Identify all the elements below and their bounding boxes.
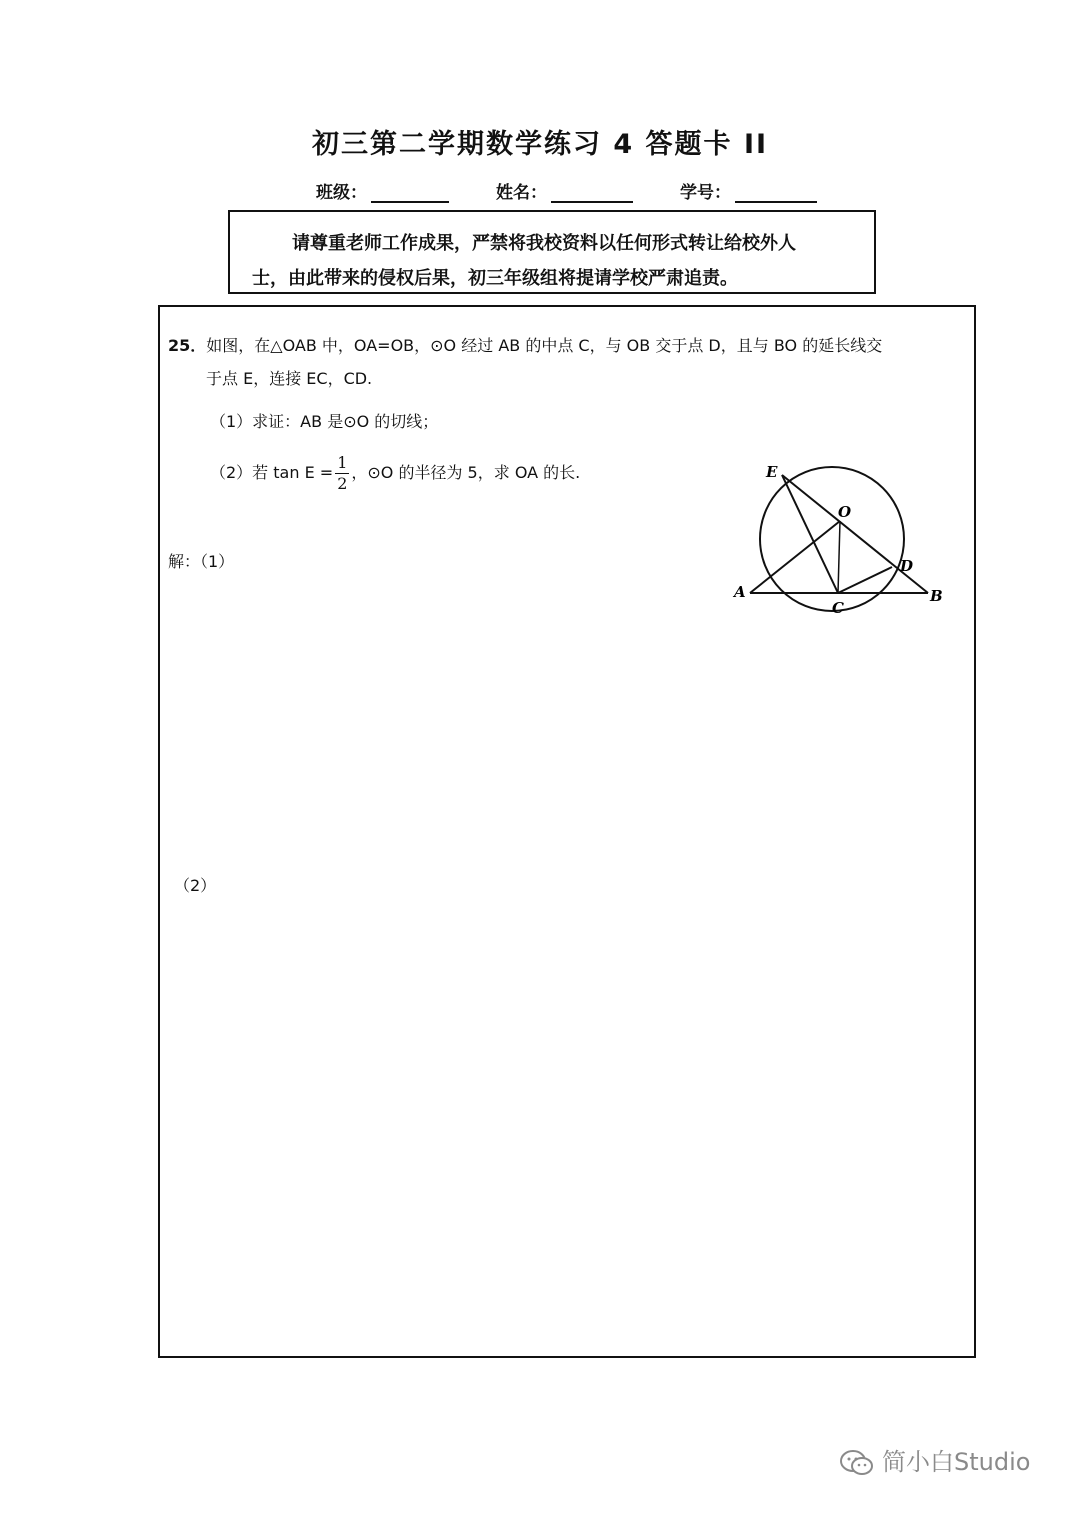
- question-part-2: [210, 453, 580, 494]
- student-id-blank: [735, 183, 817, 203]
- page-title: 初三第二学期数学练习 4 答题卡 II: [311, 129, 769, 160]
- segment-eb: [782, 475, 928, 593]
- label-d: D: [900, 557, 914, 575]
- part2-prefix: （2）若 tan E =: [210, 463, 334, 482]
- label-a: A: [734, 583, 746, 601]
- answer-box: [158, 305, 976, 1358]
- name-label: 姓名：: [496, 183, 547, 203]
- watermark-text: 简小白Studio: [882, 1448, 1031, 1476]
- part2-suffix: ，⊙O 的半径为 5，求 OA 的长.: [351, 463, 581, 482]
- name-blank: [551, 183, 633, 203]
- class-label: 班级：: [316, 183, 367, 203]
- label-e: E: [766, 463, 778, 481]
- answer-part-1-label: 解：（1）: [168, 552, 235, 571]
- notice-line-2: 士，由此带来的侵权后果，初三年级组将提请学校严肃追责。: [252, 268, 738, 289]
- segment-oc: [838, 521, 840, 593]
- geometry-figure: [730, 445, 970, 625]
- fraction: [335, 453, 349, 494]
- class-blank: [371, 183, 449, 203]
- name-field: [496, 178, 633, 203]
- segment-ec: [782, 475, 838, 593]
- circle-o: [760, 467, 904, 611]
- segment-oa: [750, 521, 840, 593]
- question-part-1: （1）求证：AB 是⊙O 的切线；: [210, 412, 439, 431]
- class-field: [316, 178, 449, 203]
- label-b: B: [930, 587, 943, 605]
- fraction-denominator: 2: [337, 474, 348, 493]
- fraction-numerator: 1: [337, 453, 348, 472]
- notice-line-1: 请尊重老师工作成果，严禁将我校资料以任何形式转让给校外人: [292, 233, 796, 254]
- student-id-field: [680, 178, 817, 203]
- question-stem-line-2: 于点 E，连接 EC，CD.: [206, 369, 373, 388]
- question-number: 25．: [168, 336, 207, 355]
- label-o: O: [838, 503, 852, 521]
- question-stem-1: 如图，在△OAB 中，OA=OB，⊙O 经过 AB 的中点 C，与 OB 交于点 D，且与 BO 的延长线交: [206, 336, 883, 355]
- answer-part-2-label: （2）: [174, 876, 217, 895]
- copyright-notice: [228, 210, 876, 294]
- question-stem-line-1: [168, 333, 882, 356]
- label-c: C: [832, 599, 844, 617]
- student-id-label: 学号：: [680, 183, 731, 203]
- watermark: [840, 1442, 1030, 1477]
- wechat-icon: [840, 1450, 874, 1476]
